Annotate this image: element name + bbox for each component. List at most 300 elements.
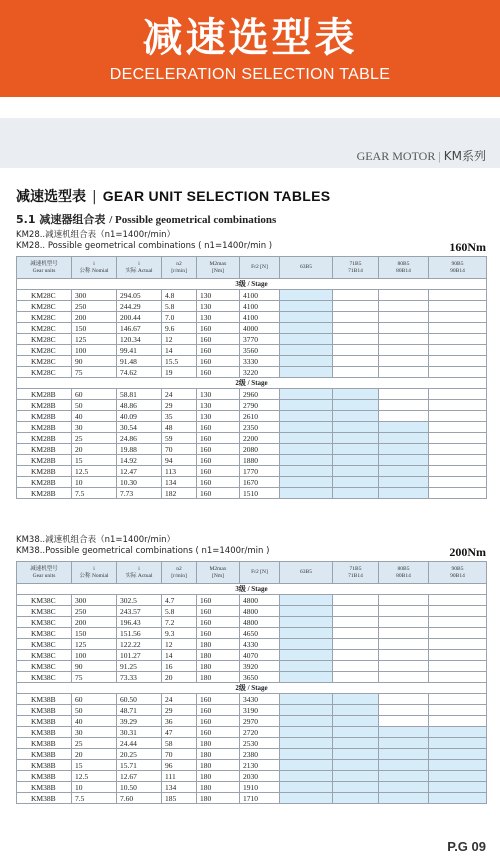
cell-ratio-nominal: 90 — [72, 661, 117, 672]
cell-gear-unit: KM38B — [17, 727, 72, 738]
cell-fr: 1670 — [240, 477, 280, 488]
type-header-en: Gear units — [32, 267, 56, 274]
cell-flange-1 — [280, 444, 333, 455]
cell-ratio-actual: 151.56 — [117, 628, 162, 639]
cell-fr: 4070 — [240, 650, 280, 661]
flange-90b5-label: 90B5 — [451, 261, 464, 267]
cell-gear-unit: KM38C — [17, 639, 72, 650]
table1-caption-en: KM28.. Possible geometrical combinations ( n1=1400r/min ) — [16, 240, 273, 251]
cell-flange-4 — [429, 477, 487, 488]
flange-80b14-label: 80B14 — [396, 572, 411, 579]
cell-ratio-actual: 91.25 — [117, 661, 162, 672]
actual-header-en: Actual — [137, 267, 153, 274]
cell-flange-2 — [333, 771, 379, 782]
stage-row — [17, 378, 487, 389]
cell-flange-1 — [280, 727, 333, 738]
cell-flange-1 — [280, 716, 333, 727]
cell-ratio-actual: 99.41 — [117, 345, 162, 356]
cell-ratio-nominal: 90 — [72, 356, 117, 367]
table-row — [17, 345, 487, 356]
cell-ratio-actual: 7.60 — [117, 793, 162, 804]
header-banner — [0, 0, 500, 97]
cell-ratio-actual: 24.86 — [117, 433, 162, 444]
cell-ratio-nominal: 125 — [72, 639, 117, 650]
cell-flange-2 — [333, 672, 379, 683]
cell-fr: 3560 — [240, 345, 280, 356]
cell-gear-unit: KM38C — [17, 595, 72, 606]
cell-n2: 4.7 — [162, 595, 197, 606]
cell-ratio-actual: 7.73 — [117, 488, 162, 499]
cell-flange-4 — [429, 738, 487, 749]
cell-ratio-nominal: 200 — [72, 617, 117, 628]
series-text: KM系列 — [443, 149, 486, 163]
table-row — [17, 367, 487, 378]
cell-ratio-actual: 74.62 — [117, 367, 162, 378]
cell-flange-4 — [429, 793, 487, 804]
cell-m2max: 180 — [197, 650, 240, 661]
cell-m2max: 180 — [197, 782, 240, 793]
cell-fr: 3190 — [240, 705, 280, 716]
cell-ratio-actual: 10.50 — [117, 782, 162, 793]
cell-flange-1 — [280, 628, 333, 639]
n2-unit: [r/min] — [171, 572, 187, 579]
cell-flange-2 — [333, 323, 379, 334]
table-row — [17, 760, 487, 771]
cell-n2: 24 — [162, 389, 197, 400]
cell-ratio-actual: 24.44 — [117, 738, 162, 749]
cell-fr: 4800 — [240, 617, 280, 628]
cell-fr: 2970 — [240, 716, 280, 727]
cell-m2max: 160 — [197, 488, 240, 499]
table1-caption-cn: KM28..减速机组合表（n1=1400r/min） — [16, 230, 176, 240]
cell-fr: 4800 — [240, 595, 280, 606]
cell-flange-1 — [280, 433, 333, 444]
cell-m2max: 180 — [197, 771, 240, 782]
cell-flange-3 — [379, 749, 429, 760]
col-header-actual — [117, 562, 162, 584]
cell-n2: 5.8 — [162, 606, 197, 617]
cell-ratio-actual: 10.30 — [117, 477, 162, 488]
stage-label: 3级 / Stage — [17, 279, 487, 290]
cell-flange-4 — [429, 716, 487, 727]
actual-header-cn: 实际 — [125, 267, 137, 274]
cell-flange-1 — [280, 661, 333, 672]
type-header-cn: 减速机型号 — [30, 261, 58, 267]
cell-m2max: 180 — [197, 738, 240, 749]
cell-gear-unit: KM28B — [17, 433, 72, 444]
cell-flange-2 — [333, 595, 379, 606]
cell-m2max: 180 — [197, 760, 240, 771]
cell-flange-4 — [429, 705, 487, 716]
table-row — [17, 477, 487, 488]
cell-ratio-nominal: 150 — [72, 628, 117, 639]
cell-ratio-actual: 120.34 — [117, 334, 162, 345]
cell-flange-1 — [280, 367, 333, 378]
cell-ratio-actual: 40.09 — [117, 411, 162, 422]
cell-ratio-actual: 14.92 — [117, 455, 162, 466]
cell-flange-3 — [379, 334, 429, 345]
cell-flange-3 — [379, 477, 429, 488]
cell-fr: 4800 — [240, 606, 280, 617]
cell-fr: 3220 — [240, 367, 280, 378]
cell-n2: 111 — [162, 771, 197, 782]
cell-gear-unit: KM28B — [17, 466, 72, 477]
cell-flange-3 — [379, 455, 429, 466]
cell-ratio-actual: 73.33 — [117, 672, 162, 683]
cell-flange-1 — [280, 301, 333, 312]
table-row — [17, 444, 487, 455]
cell-fr: 3650 — [240, 672, 280, 683]
cell-flange-1 — [280, 389, 333, 400]
cell-m2max: 130 — [197, 400, 240, 411]
subsection-title — [16, 211, 276, 227]
cell-flange-2 — [333, 466, 379, 477]
header-row — [17, 562, 487, 584]
subsection-number: 5.1 — [16, 213, 36, 226]
cell-gear-unit: KM38B — [17, 749, 72, 760]
banner-subtitle: DECELERATION SELECTION TABLE — [109, 66, 391, 83]
cell-flange-1 — [280, 705, 333, 716]
cell-flange-1 — [280, 488, 333, 499]
cell-flange-1 — [280, 345, 333, 356]
cell-fr: 2380 — [240, 749, 280, 760]
cell-flange-3 — [379, 672, 429, 683]
cell-flange-3 — [379, 782, 429, 793]
cell-ratio-nominal: 15 — [72, 760, 117, 771]
cell-m2max: 130 — [197, 389, 240, 400]
table-row — [17, 705, 487, 716]
cell-flange-4 — [429, 617, 487, 628]
table-row — [17, 771, 487, 782]
flange-80b5-label: 80B5 — [397, 261, 410, 267]
cell-m2max: 160 — [197, 628, 240, 639]
cell-flange-4 — [429, 628, 487, 639]
cell-flange-2 — [333, 628, 379, 639]
cell-flange-2 — [333, 477, 379, 488]
fr-header: Fr2 [N] — [251, 569, 268, 576]
cell-m2max: 160 — [197, 455, 240, 466]
cell-ratio-nominal: 25 — [72, 433, 117, 444]
cell-flange-2 — [333, 334, 379, 345]
stage-label: 2级 / Stage — [17, 378, 487, 389]
cell-flange-1 — [280, 793, 333, 804]
cell-gear-unit: KM28C — [17, 367, 72, 378]
cell-m2max: 180 — [197, 793, 240, 804]
section-title — [16, 186, 330, 206]
cell-gear-unit: KM38C — [17, 628, 72, 639]
cell-ratio-nominal: 100 — [72, 650, 117, 661]
cell-ratio-actual: 302.5 — [117, 595, 162, 606]
cell-ratio-nominal: 300 — [72, 290, 117, 301]
cell-gear-unit: KM38B — [17, 716, 72, 727]
col-header-fr — [240, 257, 280, 279]
cell-gear-unit: KM28C — [17, 301, 72, 312]
cell-gear-unit: KM38B — [17, 738, 72, 749]
col-header-m2max — [197, 257, 240, 279]
cell-flange-1 — [280, 760, 333, 771]
cell-flange-3 — [379, 488, 429, 499]
cell-flange-3 — [379, 705, 429, 716]
cell-flange-1 — [280, 771, 333, 782]
cell-n2: 14 — [162, 345, 197, 356]
cell-flange-2 — [333, 356, 379, 367]
cell-flange-3 — [379, 727, 429, 738]
nominal-header-cn: 公称 — [79, 267, 91, 274]
cell-flange-4 — [429, 749, 487, 760]
cell-ratio-actual: 244.29 — [117, 301, 162, 312]
cell-flange-3 — [379, 639, 429, 650]
cell-ratio-nominal: 25 — [72, 738, 117, 749]
cell-flange-3 — [379, 628, 429, 639]
table1-torque: 160Nm — [449, 240, 486, 254]
cell-gear-unit: KM38C — [17, 617, 72, 628]
cell-ratio-actual: 294.05 — [117, 290, 162, 301]
cell-flange-4 — [429, 367, 487, 378]
cell-fr: 2030 — [240, 771, 280, 782]
section-title-cn: 减速选型表 — [16, 189, 86, 205]
cell-ratio-actual: 60.50 — [117, 694, 162, 705]
cell-flange-3 — [379, 617, 429, 628]
cell-fr: 4100 — [240, 290, 280, 301]
cell-n2: 29 — [162, 705, 197, 716]
cell-n2: 134 — [162, 477, 197, 488]
cell-flange-3 — [379, 738, 429, 749]
cell-flange-2 — [333, 455, 379, 466]
cell-ratio-nominal: 200 — [72, 312, 117, 323]
cell-ratio-actual: 196.43 — [117, 617, 162, 628]
cell-gear-unit: KM28C — [17, 356, 72, 367]
cell-flange-1 — [280, 411, 333, 422]
cell-fr: 4100 — [240, 301, 280, 312]
table-row — [17, 389, 487, 400]
cell-fr: 2350 — [240, 422, 280, 433]
nominal-header-en: Nomial — [91, 267, 109, 274]
cell-flange-1 — [280, 290, 333, 301]
cell-gear-unit: KM38C — [17, 661, 72, 672]
cell-flange-3 — [379, 290, 429, 301]
cell-m2max: 130 — [197, 301, 240, 312]
cell-n2: 14 — [162, 650, 197, 661]
cell-flange-1 — [280, 617, 333, 628]
cell-flange-4 — [429, 411, 487, 422]
cell-gear-unit: KM38C — [17, 606, 72, 617]
cell-ratio-nominal: 7.5 — [72, 488, 117, 499]
cell-ratio-nominal: 15 — [72, 455, 117, 466]
cell-n2: 7.2 — [162, 617, 197, 628]
cell-flange-1 — [280, 738, 333, 749]
cell-m2max: 160 — [197, 606, 240, 617]
cell-m2max: 160 — [197, 716, 240, 727]
cell-n2: 7.0 — [162, 312, 197, 323]
cell-flange-1 — [280, 455, 333, 466]
cell-ratio-nominal: 40 — [72, 411, 117, 422]
cell-flange-2 — [333, 738, 379, 749]
cell-ratio-nominal: 100 — [72, 345, 117, 356]
cell-ratio-actual: 12.67 — [117, 771, 162, 782]
cell-gear-unit: KM38B — [17, 782, 72, 793]
col-header-flange-71 — [333, 257, 379, 279]
cell-m2max: 180 — [197, 661, 240, 672]
cell-fr: 2080 — [240, 444, 280, 455]
table-row — [17, 356, 487, 367]
col-header-flange-80 — [379, 562, 429, 584]
cell-ratio-nominal: 12.5 — [72, 771, 117, 782]
table2-caption — [16, 535, 269, 556]
cell-flange-1 — [280, 422, 333, 433]
cell-m2max: 160 — [197, 433, 240, 444]
cell-flange-2 — [333, 488, 379, 499]
cell-n2: 12 — [162, 639, 197, 650]
cell-ratio-nominal: 30 — [72, 422, 117, 433]
cell-flange-3 — [379, 760, 429, 771]
type-header-en: Gear units — [32, 572, 56, 579]
cell-fr: 3770 — [240, 334, 280, 345]
table-row — [17, 727, 487, 738]
cell-flange-3 — [379, 694, 429, 705]
cell-flange-4 — [429, 650, 487, 661]
col-header-flange-80 — [379, 257, 429, 279]
cell-flange-1 — [280, 356, 333, 367]
cell-m2max: 130 — [197, 290, 240, 301]
cell-gear-unit: KM38B — [17, 771, 72, 782]
cell-flange-4 — [429, 455, 487, 466]
cell-flange-2 — [333, 650, 379, 661]
table2-torque: 200Nm — [449, 545, 486, 559]
cell-fr: 1710 — [240, 793, 280, 804]
cell-flange-1 — [280, 672, 333, 683]
cell-flange-3 — [379, 444, 429, 455]
cell-flange-2 — [333, 716, 379, 727]
cell-flange-3 — [379, 367, 429, 378]
m2max-symbol: M2max — [209, 566, 227, 572]
cell-ratio-actual: 243.57 — [117, 606, 162, 617]
nominal-header-cn: 公称 — [79, 572, 91, 579]
cell-n2: 182 — [162, 488, 197, 499]
cell-flange-1 — [280, 334, 333, 345]
table2-selection-table — [16, 561, 487, 804]
cell-flange-3 — [379, 400, 429, 411]
m2max-unit: [Nm] — [212, 267, 224, 274]
cell-fr: 2720 — [240, 727, 280, 738]
cell-n2: 59 — [162, 433, 197, 444]
cell-fr: 4650 — [240, 628, 280, 639]
cell-flange-4 — [429, 760, 487, 771]
cell-flange-3 — [379, 301, 429, 312]
cell-flange-1 — [280, 694, 333, 705]
cell-flange-2 — [333, 444, 379, 455]
cell-flange-3 — [379, 716, 429, 727]
cell-flange-3 — [379, 389, 429, 400]
cell-n2: 20 — [162, 672, 197, 683]
cell-flange-2 — [333, 301, 379, 312]
table-row — [17, 488, 487, 499]
table-row — [17, 290, 487, 301]
cell-n2: 134 — [162, 782, 197, 793]
cell-flange-3 — [379, 595, 429, 606]
table2-caption-en: KM38..Possible geometrical combinations ( n1=1400r/min ) — [16, 545, 270, 556]
cell-gear-unit: KM38C — [17, 650, 72, 661]
cell-flange-1 — [280, 650, 333, 661]
cell-gear-unit: KM28C — [17, 312, 72, 323]
n2-symbol: n2 — [176, 566, 182, 572]
flange-71b5-label: 71B5 — [349, 261, 362, 267]
col-header-flange-63 — [280, 562, 333, 584]
cell-ratio-actual: 122.22 — [117, 639, 162, 650]
stage-label: 3级 / Stage — [17, 584, 487, 595]
cell-flange-3 — [379, 661, 429, 672]
cell-flange-4 — [429, 694, 487, 705]
cell-gear-unit: KM28B — [17, 477, 72, 488]
cell-ratio-nominal: 12.5 — [72, 466, 117, 477]
cell-flange-3 — [379, 466, 429, 477]
gear-motor-text: GEAR MOTOR — [356, 149, 436, 163]
table-row — [17, 749, 487, 760]
cell-flange-1 — [280, 595, 333, 606]
table-row — [17, 617, 487, 628]
cell-flange-1 — [280, 477, 333, 488]
cell-n2: 58 — [162, 738, 197, 749]
cell-ratio-nominal: 150 — [72, 323, 117, 334]
n2-symbol: n2 — [176, 261, 182, 267]
cell-flange-2 — [333, 617, 379, 628]
cell-ratio-actual: 19.88 — [117, 444, 162, 455]
cell-n2: 96 — [162, 760, 197, 771]
cell-n2: 48 — [162, 422, 197, 433]
cell-fr: 1910 — [240, 782, 280, 793]
cell-flange-1 — [280, 323, 333, 334]
cell-n2: 70 — [162, 444, 197, 455]
cell-flange-3 — [379, 606, 429, 617]
table-row — [17, 639, 487, 650]
subsection-en: / Possible geometrical combinations — [109, 214, 277, 226]
cell-ratio-actual: 91.48 — [117, 356, 162, 367]
fr-header: Fr2 [N] — [251, 264, 268, 271]
flange-80b5-label: 80B5 — [397, 566, 410, 572]
cell-ratio-actual: 101.27 — [117, 650, 162, 661]
table-row — [17, 606, 487, 617]
cell-fr: 4330 — [240, 639, 280, 650]
cell-flange-1 — [280, 782, 333, 793]
cell-flange-3 — [379, 323, 429, 334]
cell-m2max: 130 — [197, 411, 240, 422]
table-row — [17, 694, 487, 705]
cell-flange-2 — [333, 705, 379, 716]
cell-fr: 2610 — [240, 411, 280, 422]
i-symbol: i — [93, 261, 95, 267]
cell-flange-3 — [379, 345, 429, 356]
cell-flange-4 — [429, 422, 487, 433]
cell-m2max: 160 — [197, 617, 240, 628]
cell-flange-4 — [429, 672, 487, 683]
section-separator: | — [92, 189, 97, 205]
section-title-en: GEAR UNIT SELECTION TABLES — [102, 188, 331, 204]
cell-flange-4 — [429, 345, 487, 356]
table1-selection-table — [16, 256, 487, 499]
cell-flange-1 — [280, 749, 333, 760]
cell-ratio-nominal: 300 — [72, 595, 117, 606]
cell-gear-unit: KM28C — [17, 334, 72, 345]
cell-n2: 16 — [162, 661, 197, 672]
flange-90b14-label: 90B14 — [450, 572, 465, 579]
cell-flange-4 — [429, 661, 487, 672]
cell-ratio-actual: 200.44 — [117, 312, 162, 323]
cell-flange-2 — [333, 422, 379, 433]
cell-ratio-actual: 30.31 — [117, 727, 162, 738]
cell-m2max: 160 — [197, 705, 240, 716]
cell-flange-2 — [333, 367, 379, 378]
col-header-actual — [117, 257, 162, 279]
brand-separator: | — [438, 149, 441, 163]
